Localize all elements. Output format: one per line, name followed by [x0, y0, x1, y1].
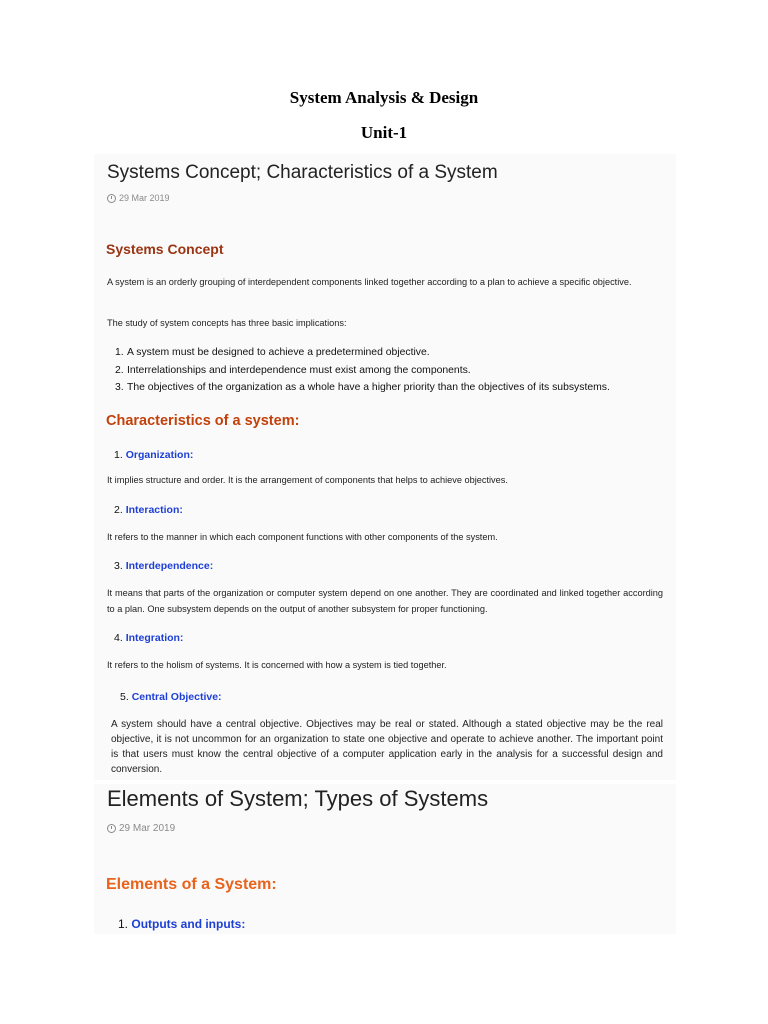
list-item: 2. Interrelationships and interdependence must exist among the components. — [115, 364, 471, 376]
paragraph-implications-intro: The study of system concepts has three basic implications: — [107, 318, 347, 328]
list-item: 3. The objectives of the organization as a whole have a higher priority than the objectives of its subsystems. — [115, 382, 610, 393]
element-heading-outputs-inputs: 1. Outputs and inputs: — [118, 917, 246, 931]
characteristic-heading-central-objective: 5. Central Objective: — [120, 691, 222, 703]
date-text: 29 Mar 2019 — [119, 193, 170, 203]
characteristic-heading-interaction: 2. Interaction: — [114, 504, 183, 516]
document-title: System Analysis & Design — [289, 88, 479, 107]
implications-list — [107, 344, 667, 397]
date-text: 29 Mar 2019 — [119, 823, 176, 834]
paragraph-integration: It refers to the holism of systems. It is concerned with how a system is tied together. — [107, 660, 447, 670]
article-title: Systems Concept; Characteristics of a System — [107, 162, 498, 183]
article-systems-concept — [94, 154, 676, 780]
paragraph-interdependence: It means that parts of the organization or computer system depend on one another. They are coordinated and linked together according to a plan. One subsystem depends on the output of another subsystem for proper functioning. — [107, 588, 663, 614]
article-elements-of-system — [94, 784, 676, 934]
clock-icon — [107, 824, 116, 833]
characteristic-heading-organization: 1. Organization: — [114, 449, 194, 461]
paragraph-system-definition: A system is an orderly grouping of interdependent components linked together according to a plan to achieve a specific objective. — [107, 277, 632, 287]
clock-icon — [107, 194, 116, 203]
article-date — [107, 193, 170, 203]
heading-characteristics: Characteristics of a system: — [106, 413, 300, 429]
unit-label: Unit-1 — [360, 123, 408, 142]
heading-systems-concept: Systems Concept — [106, 241, 224, 257]
list-item: 1. A system must be designed to achieve a predetermined objective. — [115, 347, 430, 358]
heading-elements-of-system: Elements of a System: — [106, 876, 277, 893]
characteristic-heading-integration: 4. Integration: — [114, 632, 184, 644]
paragraph-interaction: It refers to the manner in which each component functions with other components of the system. — [107, 532, 498, 542]
article-title: Elements of System; Types of Systems — [107, 786, 489, 811]
paragraph-central-objective: A system should have a central objective. Objectives may be real or stated. Although a stated objective may be the real objective, it is not uncommon for an organization to state one objective and operate to achieve another. The important point is that users must know the central objective of a computer application early in the analysis for a successful design and conversion. — [111, 719, 663, 775]
characteristic-heading-interdependence: 3. Interdependence: — [114, 560, 214, 572]
article-date — [107, 823, 175, 834]
paragraph-organization: It implies structure and order. It is the arrangement of components that helps to achieve objectives. — [107, 475, 508, 485]
